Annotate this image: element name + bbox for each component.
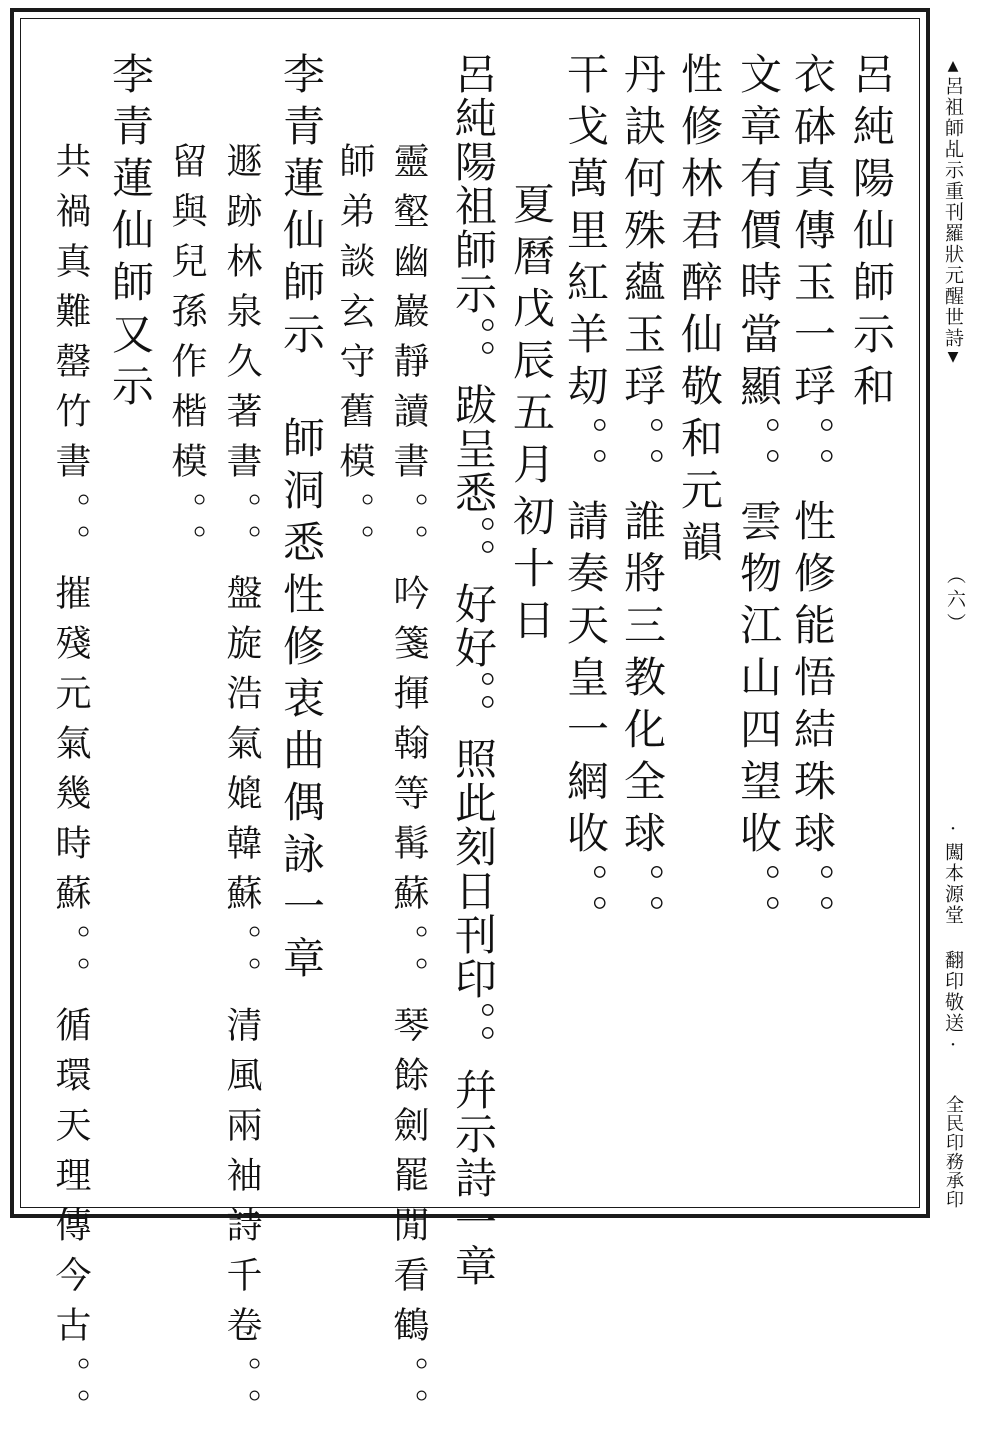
triangle-down-icon: ▼ [945, 349, 961, 367]
text-column-11: 李青蓮仙師示 師洞悉性修衷曲偶詠一章 [277, 52, 326, 988]
text-column-6: 干戈萬里紅羊刧。。請奏天皇一網收。。 [561, 52, 610, 946]
publisher-note: ·闖本源堂 翻印敬送· [942, 818, 964, 1058]
text-column-3: 文章有價時當顯。。雲物江山四望收。。 [734, 52, 783, 946]
text-column-7: 夏曆戊辰五月初十日 [507, 182, 556, 650]
page-number: （六） [944, 565, 966, 637]
text-column-15: 共禍真難罄竹書。。摧殘元氣幾時蘇。。循環天理傳今古。。 [50, 142, 91, 1438]
text-column-5: 丹訣何殊蘊玉琈。。誰將三教化全球。。 [618, 52, 667, 946]
text-column-2: 衣砵真傳玉一琈。。性修能悟結珠球。。 [788, 52, 837, 946]
triangle-up-icon: ▲ [945, 58, 961, 76]
text-column-14: 李青蓮仙師又示 [106, 52, 155, 416]
printer-note: 全民印務承印 [943, 1095, 964, 1209]
text-column-9: 靈壑幽巖靜讀書。。吟箋揮翰等髯蘇。。琴餘劍罷閒看鶴。。 [388, 142, 429, 1438]
text-column-13: 留與兒孫作楷模。。 [166, 142, 207, 574]
margin-title [940, 58, 967, 367]
text-column-10: 師弟談玄守舊模。。 [334, 142, 375, 574]
text-column-1: 呂純陽仙師示和 [847, 52, 896, 416]
text-column-8: 呂純陽祖師示。。跋呈悉。。好好。。照此刻日刊印。。幷示詩一章 [449, 52, 498, 1288]
book-title: 呂祖師乩示重刊羅狀元醒世詩 [942, 76, 964, 349]
text-column-4: 性修林君醉仙敬和元韻 [675, 52, 724, 572]
text-column-12: 遯跡林泉久著書。。盤旋浩氣媲韓蘇。。清風兩袖詩千卷。。 [221, 142, 262, 1438]
